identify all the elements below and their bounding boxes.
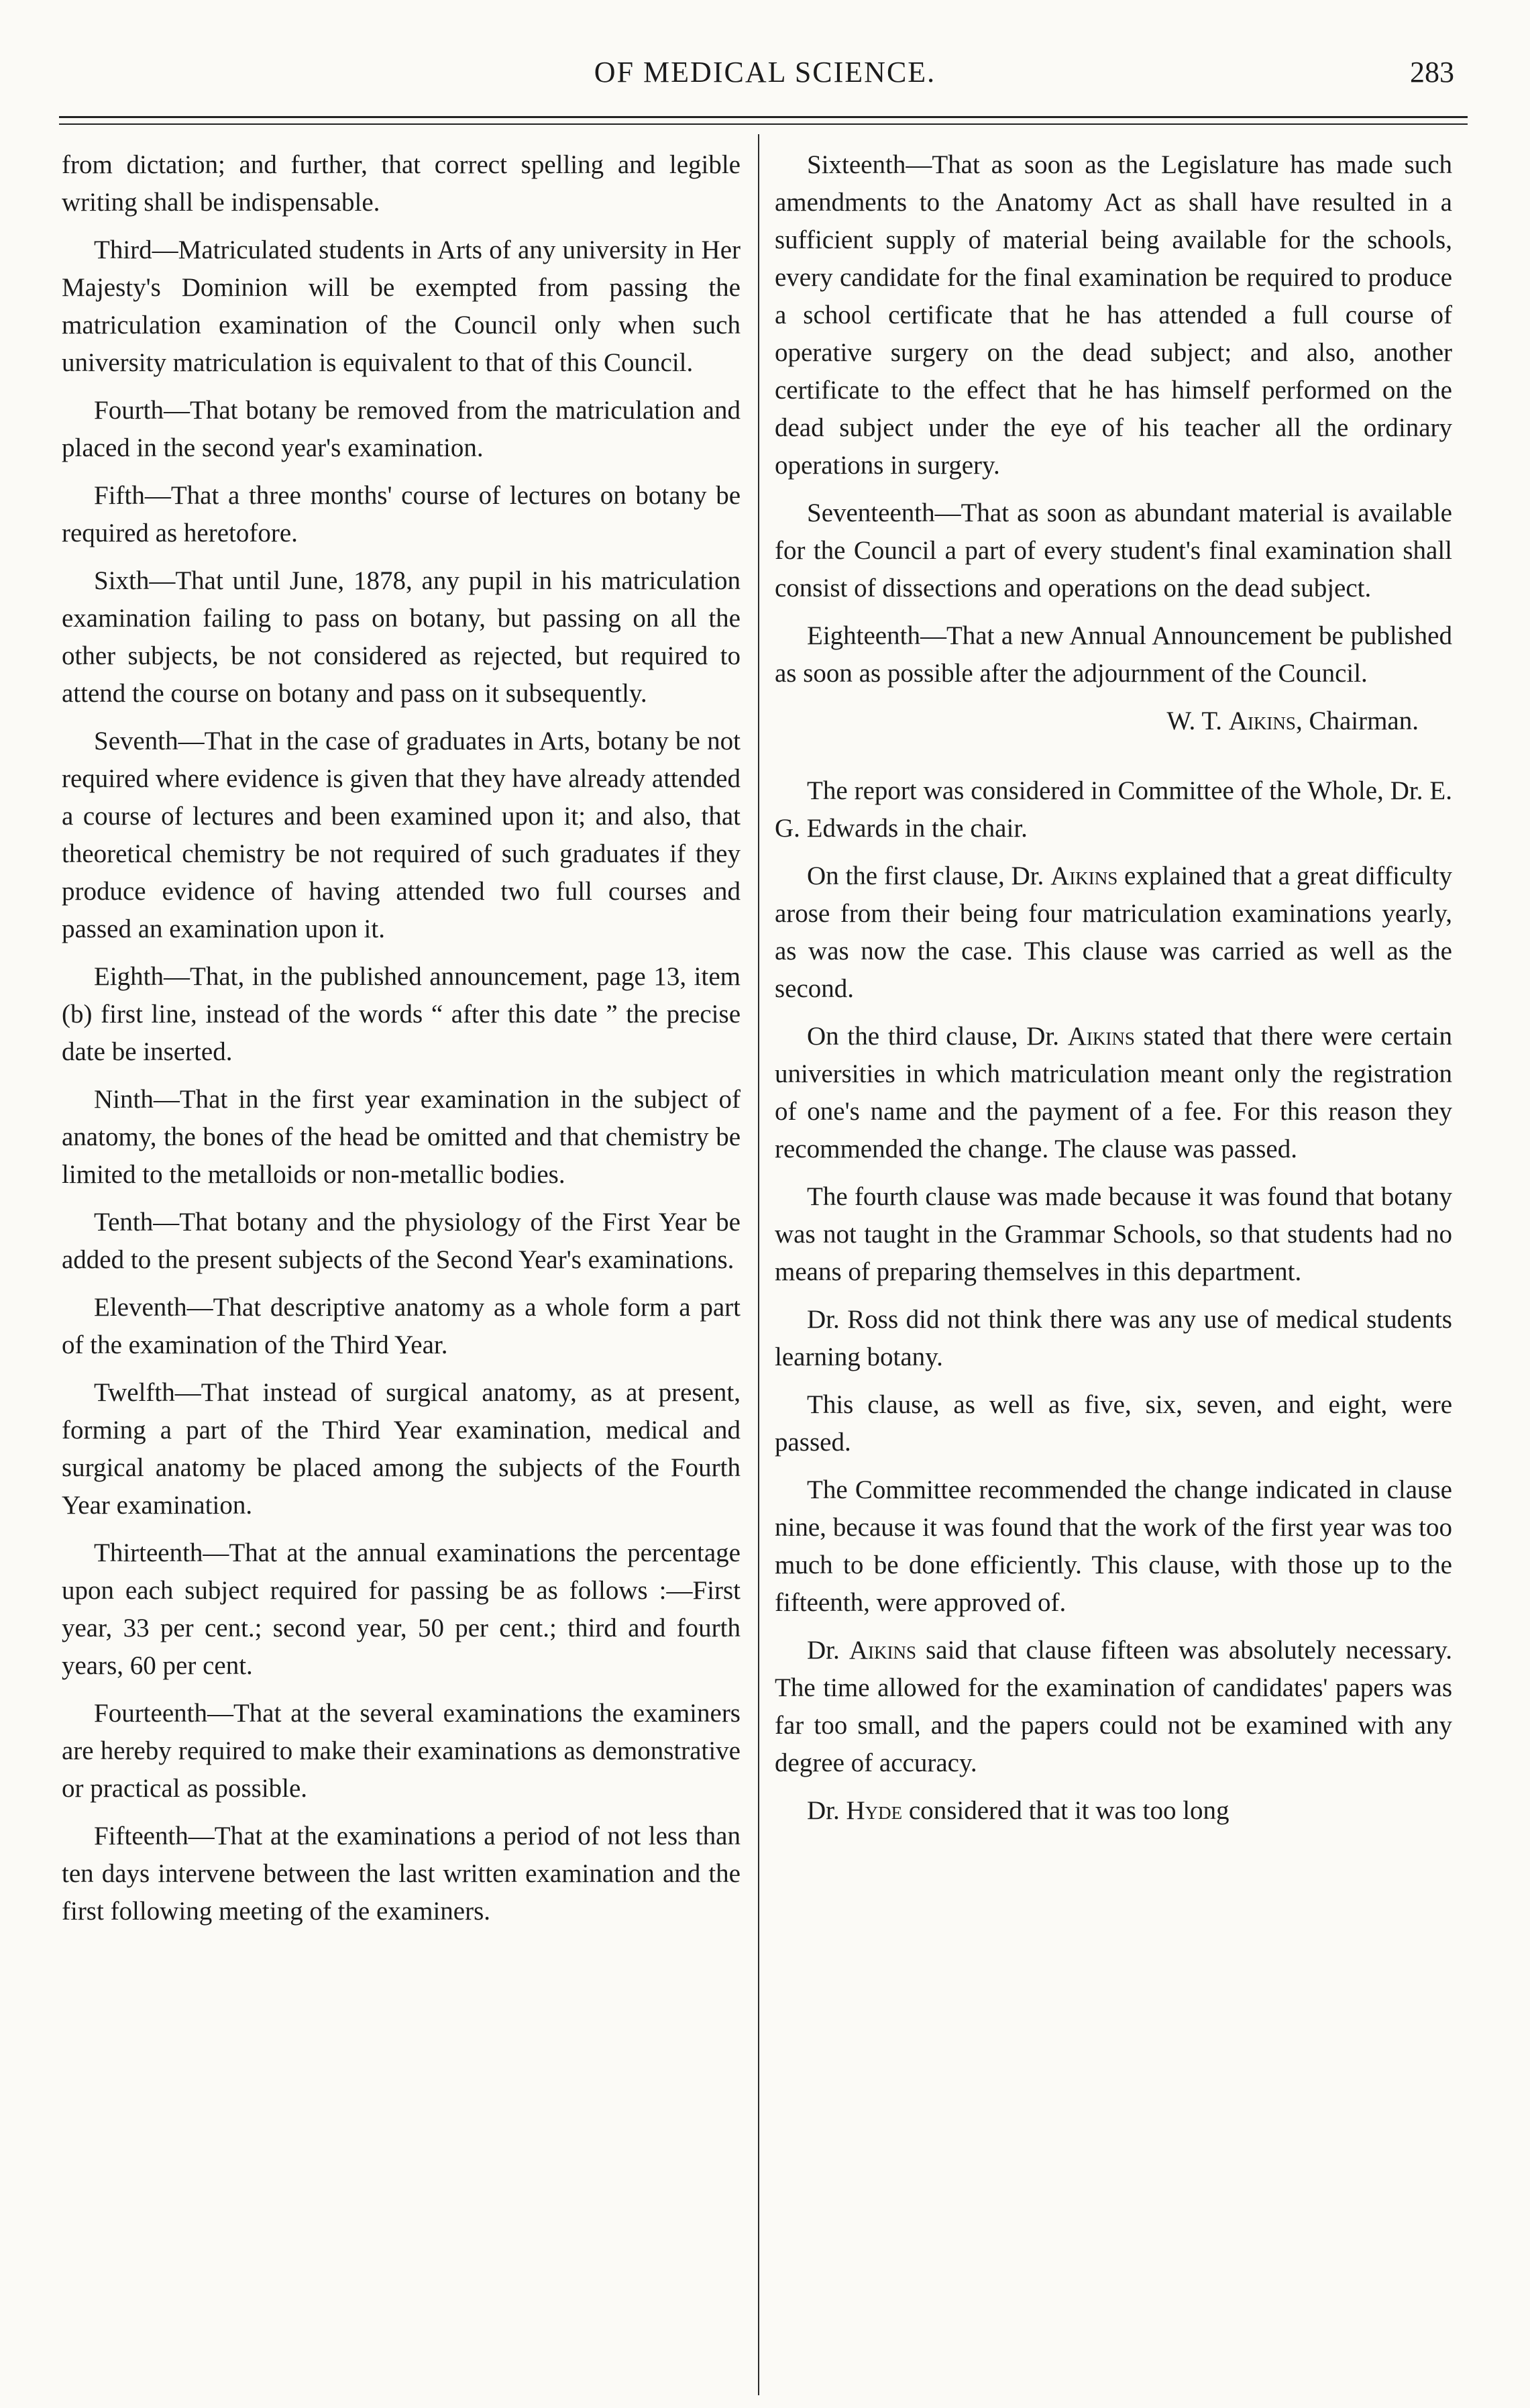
- discussion-paragraph: The report was considered in Committee of the Whole, Dr. E. G. Edwards in the chair.: [775, 776, 1452, 843]
- clause-seventeenth: Seventeenth—That as soon as abundant material is available for the Council a part of every student's final examination shall consist of dissections and operations on the dead subject.: [775, 499, 1452, 603]
- text-run: On the third clause, Dr.: [807, 1022, 1068, 1051]
- right-column: [775, 146, 1452, 1840]
- speaker-name: Hyde: [846, 1796, 903, 1825]
- clause-sixth: Sixth—That until June, 1878, any pupil in his matriculation examination failing to pass on botany, but passing on all the other subjects, be not considered as rejected, but required to attend the course on botany and pass on it subsequently.: [62, 566, 741, 708]
- clause-paragraph-continued: from dictation; and further, that correct spelling and legible writing shall be indispensable.: [62, 150, 741, 217]
- section-spacer: [775, 752, 1452, 772]
- clause-eleventh: Eleventh—That descriptive anatomy as a whole form a part of the examination of the Third Year.: [62, 1293, 741, 1359]
- text-run: On the first clause, Dr.: [807, 861, 1051, 890]
- text-run: Dr.: [807, 1636, 849, 1665]
- page-header: [0, 55, 1530, 109]
- clause-thirteenth: Thirteenth—That at the annual examinations the percentage upon each subject required for passing be as follows :—First year, 33 per cent.; second year, 50 per cent.; third and fourth years, 60 per cent.: [62, 1538, 741, 1680]
- signature-name: Aikins: [1228, 706, 1296, 735]
- discussion-paragraph: [775, 1632, 1452, 1782]
- text-run: stated that there were certain universities in which matriculation meant only the registration of one's name and the payment of a fee. For this reason they recommended the change. The clause was passed.: [775, 1022, 1452, 1163]
- clause-twelfth: Twelfth—That instead of surgical anatomy, as at present, forming a part of the Third Year examination, medical and surgical anatomy be placed among the subjects of the Fourth Year examination.: [62, 1378, 741, 1520]
- column-divider: [758, 134, 759, 2395]
- running-title: OF MEDICAL SCIENCE.: [594, 56, 936, 89]
- clause-fifteenth: Fifteenth—That at the examinations a period of not less than ten days intervene between the last written examination and the first following meeting of the examiners.: [62, 1822, 741, 1926]
- text-run: Dr.: [807, 1796, 846, 1825]
- clause-sixteenth: Sixteenth—That as soon as the Legislature has made such amendments to the Anatomy Act as shall have resulted in a sufficient supply of material being available for the schools, every candidate for the final examination be required to produce a school certificate that he has attended a full course of operative surgery on the dead subject; and also, another certificate to the effect that he has himself performed on the dead subject under the eye of his teacher all the ordinary operations in surgery.: [775, 150, 1452, 480]
- clause-fifth: Fifth—That a three months' course of lectures on botany be required as heretofore.: [62, 481, 741, 547]
- clause-seventh: Seventh—That in the case of graduates in Arts, botany be not required where evidence is given that they have already attended a course of lectures and been examined upon it; and also, that theoretical chemistry be not required of such graduates if they produce evidence of having attended two full courses and passed an examination upon it.: [62, 727, 741, 943]
- left-column: [62, 146, 741, 1940]
- discussion-paragraph: Dr. Ross did not think there was any use of medical students learning botany.: [775, 1305, 1452, 1371]
- clause-fourteenth: Fourteenth—That at the several examinations the examiners are hereby required to make their examinations as demonstrative or practical as possible.: [62, 1699, 741, 1803]
- discussion-paragraph: This clause, as well as five, six, seven, and eight, were passed.: [775, 1390, 1452, 1457]
- speaker-name: Aikins: [1067, 1022, 1135, 1051]
- text-run: considered that it was too long: [902, 1796, 1230, 1825]
- clause-fourth: Fourth—That botany be removed from the matriculation and placed in the second year's examination.: [62, 396, 741, 462]
- signature-suffix: , Chairman.: [1295, 706, 1419, 735]
- text-run: said that clause fifteen was absolutely necessary. The time allowed for the examination of candidates' papers was far too small, and the papers could not be examined with any degree of accuracy.: [775, 1636, 1452, 1777]
- text-run: explained that a great difficulty arose from their being four matriculation examinations yearly, as was now the case. This clause was carried as well as the second.: [775, 861, 1452, 1003]
- speaker-name: Aikins: [1050, 861, 1118, 890]
- header-rule-top: [59, 116, 1468, 118]
- discussion-paragraph: [775, 1792, 1452, 1830]
- speaker-name: Aikins: [849, 1636, 917, 1665]
- clause-tenth: Tenth—That botany and the physiology of the First Year be added to the present subjects of the Second Year's examinations.: [62, 1208, 741, 1274]
- clause-eighth: Eighth—That, in the published announcement, page 13, item (b) first line, instead of the words “ after this date ” the precise date be inserted.: [62, 962, 741, 1066]
- discussion-paragraph: The Committee recommended the change indicated in clause nine, because it was found that the work of the first year was too much to be done efficiently. This clause, with those up to the fifteenth, were approved of.: [775, 1475, 1452, 1617]
- signature-prefix: W. T.: [1166, 706, 1229, 735]
- discussion-paragraph: [775, 1018, 1452, 1168]
- discussion-paragraph: The fourth clause was made because it was found that botany was not taught in the Grammar Schools, so that students had no means of preparing themselves in this department.: [775, 1182, 1452, 1286]
- report-signature: [775, 702, 1419, 740]
- clause-third: Third—Matriculated students in Arts of any university in Her Majesty's Dominion will be exempted from passing the matriculation examination of the Council only when such university matriculation is equivalent to that of this Council.: [62, 235, 741, 377]
- clause-ninth: Ninth—That in the first year examination in the subject of anatomy, the bones of the head be omitted and that chemistry be limited to the metalloids or non-metallic bodies.: [62, 1085, 741, 1189]
- header-rule-bottom: [59, 123, 1468, 125]
- page-number: 283: [1410, 56, 1454, 89]
- clause-eighteenth: Eighteenth—That a new Annual Announcement be published as soon as possible after the adjournment of the Council.: [775, 621, 1452, 688]
- discussion-paragraph: [775, 857, 1452, 1008]
